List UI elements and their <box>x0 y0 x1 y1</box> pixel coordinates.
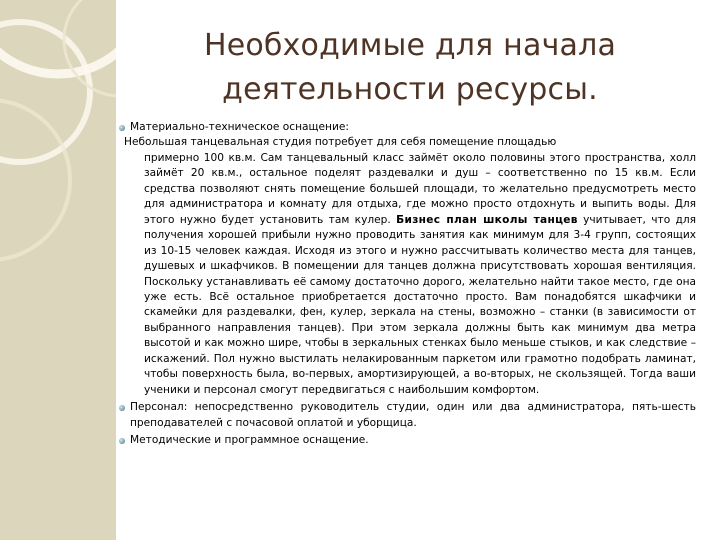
bullet-dot-icon <box>119 125 125 131</box>
bullet-dot-icon <box>119 405 125 411</box>
list-item <box>118 400 696 431</box>
slide-body <box>118 120 696 449</box>
list-item <box>118 433 696 448</box>
bullet-text: Персонал: непосредственно руководитель студии, один или два администратора, пять-шесть преподавателей с почасовой оплатой и уборщица. <box>130 401 696 429</box>
bullet-dot-icon <box>119 438 125 444</box>
list-item <box>118 120 696 135</box>
paragraph <box>118 135 696 398</box>
paragraph-text: примерно 100 кв.м. Сам танцевальный класс займёт около половины этого пространства, холл займёт 20 кв.м., остальное поделят раздевалки и душ – соответственно по 15 кв.м. Если средства позволяют снять помещение большей площади, то желательно предусмотреть место для администратора и комнату для отдыха, где можно просто отдохнуть и выпить воды. Для этого нужно будет установить там кулер. <box>144 151 696 226</box>
paragraph-text-continued: учитывает, что для получения хорошей прибыли нужно проводить занятия как минимум для 3-4 групп, состоящих из 10-15 человек каждая. Исходя из этого и нужно рассчитывать количество места для танцев, душевых и шкафчиков. В помещении для танцев должна присутствовать хорошая вентиляция. Поскольку устанавливать её самому достаточно дорого, желательно найти такое место, где она уже есть. Всё остальное приобретается достаточно просто. Вам понадобятся шкафчики и скамейки для раздевалки, фен, кулер, зеркала на стены, возможно – станки (в зависимости от выбранного направления танцев). При этом зеркала должны быть как минимум два метра высотой и как можно шире, чтобы в зеркальных стенках было меньше стыков, и как следствие – искажений. Пол нужно выстилать нелакированным паркетом или грамотно подобрать ламинат, чтобы поверхность была, во-первых, амортизирующей, а во-вторых, не скользящей. Тогда ваши ученики и персонал смогут передвигаться с наибольшим комфортом. <box>144 213 697 396</box>
bullet-text: Методические и программное оснащение. <box>130 434 369 447</box>
paragraph-first-line: Небольшая танцевальная студия потребует для себя помещение площадью <box>124 136 557 149</box>
bullet-text: Материально-техническое оснащение: <box>130 121 349 133</box>
bold-phrase: Бизнес план школы танцев <box>396 213 578 226</box>
slide-title: Необходимые для начала деятельности ресурсы. <box>203 28 617 107</box>
